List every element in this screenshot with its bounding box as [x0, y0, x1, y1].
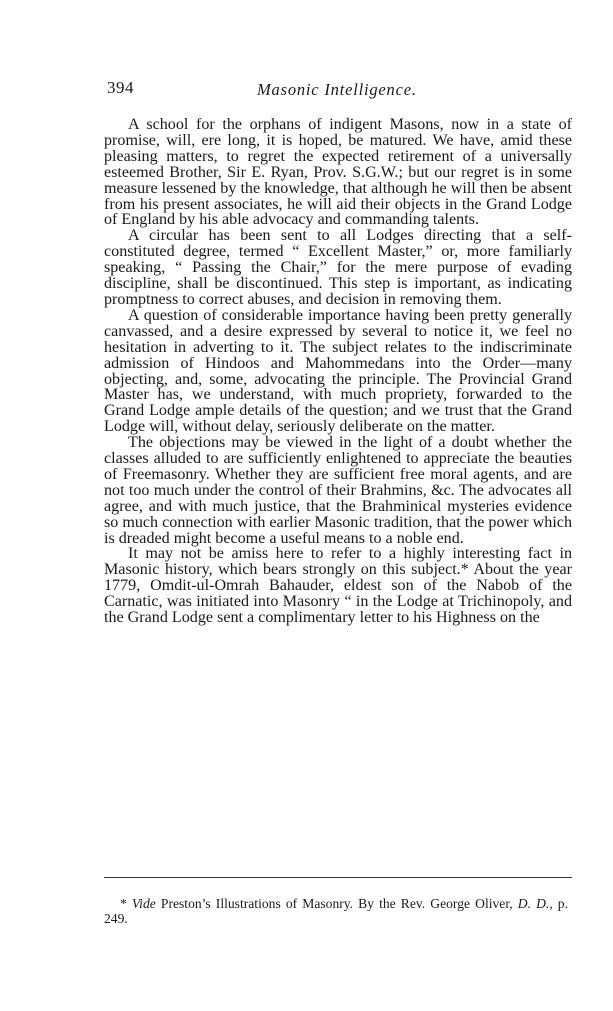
footnote-dd: D. D. — [517, 896, 550, 911]
running-head: Masonic Intelligence. — [257, 80, 417, 99]
footnote-text-1: Preston’s Illustrations of Masonry. By the Rev. George Oliver, — [155, 896, 518, 911]
footnote-rule — [104, 877, 572, 878]
footnote — [104, 897, 568, 926]
paragraph-question: A question of considerable importance having been pretty generally canvassed, and a desire expressed by several to notice it, we feel no hesitation in adverting to it. The subject relates to the indiscriminate admission of Hindoos and Mahommedans into the Order—many objecting, and, some, advocating the principle. The Provincial Grand Master has, we understand, with much propriety, forwarded to the Grand Lodge ample details of the question; and we trust that the Grand Lodge will, without delay, seriously deliberate on the matter. — [104, 306, 572, 436]
footnote-text-2: , p. 249. — [104, 896, 568, 926]
page-number: 394 — [107, 78, 134, 97]
paragraph-circular: A circular has been sent to all Lodges directing that a self-constituted degree, termed “ Excellent Master,” or, more familiarly speaking, “ Passing the Chair,” for the mere purpose of evading discipline, shall be discontinued. This step is important, as indicating promptness to correct abuses, and decision in removing them. — [104, 227, 572, 308]
page-header — [107, 78, 573, 104]
footnote-vide: Vide — [131, 896, 156, 911]
paragraph-history: It may not be amiss here to refer to a highly interesting fact in Masonic history, which bears strongly on this subject.* About the year 1779, Omdit-ul-Omrah Bahauder, eldest son of the Nabob of the Carnatic, was initiated into Masonry “ in the Lodge at Trichinopoly, and the Grand Lodge sent a complimentary letter to his Highness on the — [104, 545, 572, 627]
paragraph-objections: The objections may be viewed in the light of a doubt whether the classes alluded to are sufficiently enlightened to appreciate the beauties of Freemasonry. Whether they are sufficient free moral agents, and are not too much under the control of their Brahmins, &c. The advocates all agree, and with much justice, that the Brahminical mysteries evidence so much connection with earlier Masonic tradition, that the power which is dreaded might become a useful means to a noble end. — [104, 434, 572, 547]
footnote-marker: * — [120, 896, 127, 911]
body-text — [104, 117, 572, 626]
paragraph-orphan-school: A school for the orphans of indigent Masons, now in a state of promise, will, ere long, it is hoped, be matured. We have, amid these pleasing matters, to regret the expected retirement of a universally esteemed Brother, Sir E. Ryan, Prov. S.G.W.; but our regret is in some measure lessened by the knowledge, that although he will then be absent from his present associates, he will aid their objects in the Grand Lodge of England by his able advocacy and commanding talents. — [104, 116, 572, 229]
